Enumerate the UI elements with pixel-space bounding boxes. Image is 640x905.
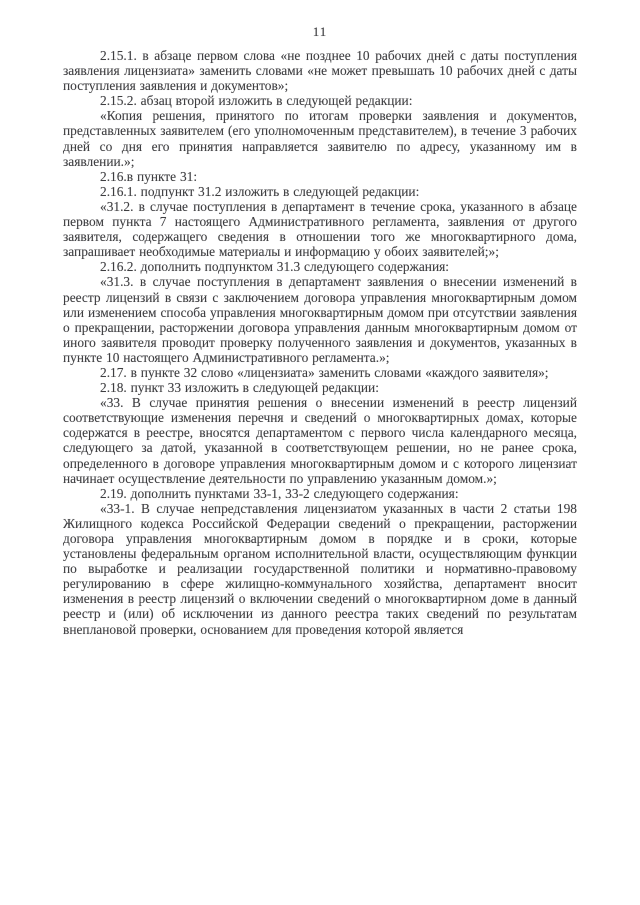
paragraph: 2.18. пункт 33 изложить в следующей редакции: (100, 380, 379, 396)
paragraph: «Копия решения, принятого по итогам проверки заявления и документов, представленных заявителем (его уполномоченным представителем), в течение 3 рабочих дней со дня его принятия направляется заявителю по адресу, указанному им в заявлении.»; (63, 108, 577, 169)
paragraph: 2.16.2. дополнить подпунктом 31.3 следующего содержания: (100, 259, 450, 275)
page-number: 11 (312, 24, 328, 39)
paragraph: 2.16.1. подпункт 31.2 изложить в следующей редакции: (100, 183, 420, 199)
document-body (63, 48, 577, 637)
paragraph: 2.19. дополнить пунктами 33-1, 33-2 следующего содержания: (100, 485, 459, 501)
paragraph: 2.15.2. абзац второй изложить в следующей редакции: (100, 93, 413, 109)
paragraph: 2.15.1. в абзаце первом слова «не позднее 10 рабочих дней с даты поступления заявления лицензиата» заменить словами «не может превышать 10 рабочих дней с даты поступления заявления и документов»; (63, 48, 577, 94)
paragraph: «33. В случае принятия решения о внесении изменений в реестр лицензий соответствующие изменения перечня и сведений о многоквартирных домах, которые содержатся в реестре, вносятся департаментом с первого числа календарного месяца, следующего за датой, указанной в соответствующем решении, но не ранее срока, определенного в договоре управления многоквартирным домом и с которого лицензиат начинает осуществление деятельности по управлению указанным домом.»; (63, 395, 577, 486)
paragraph: 2.17. в пункте 32 слово «лицензиата» заменить словами «каждого заявителя»; (100, 364, 549, 380)
paragraph: «31.2. в случае поступления в департамент в течение срока, указанного в абзаце первом пункта 7 настоящего Административного регламента, заявления от другого заявителя, содержащего сведения в отношении того же многоквартирного дома, запрашивает необходимые материалы и информацию у обоих заявителей;»; (63, 198, 577, 260)
paragraph: «31.3. в случае поступления в департамент заявления о внесении изменений в реестр лицензий в связи с заключением договора управления многоквартирным домом или изменением способа управления многоквартирным домом при отсутствии заявления о прекращении, расторжении договора управления данным многоквартирным домом от иного заявителя проводит проверку полученного заявления и документов, указанных в пункте 10 настоящего Административного регламента.»; (63, 274, 577, 365)
paragraph: «33-1. В случае непредставления лицензиатом указанных в части 2 статьи 198 Жилищного кодекса Российской Федерации сведений о прекращении, расторжении договора управления многоквартирным домом в порядке и в сроки, которые установлены федеральным органом исполнительной власти, осуществляющим функции по выработке и реализации государственной политики и нормативно-правовому регулированию в сфере жилищно-коммунального хозяйства, департамент вносит изменения в реестр лицензий о включении сведений о многоквартирном доме в данный реестр и (или) об исключении из данного реестра таких сведений по результатам внеплановой проверки, основанием для проведения которой является (63, 500, 577, 637)
paragraph: 2.16.в пункте 31: (100, 168, 198, 184)
